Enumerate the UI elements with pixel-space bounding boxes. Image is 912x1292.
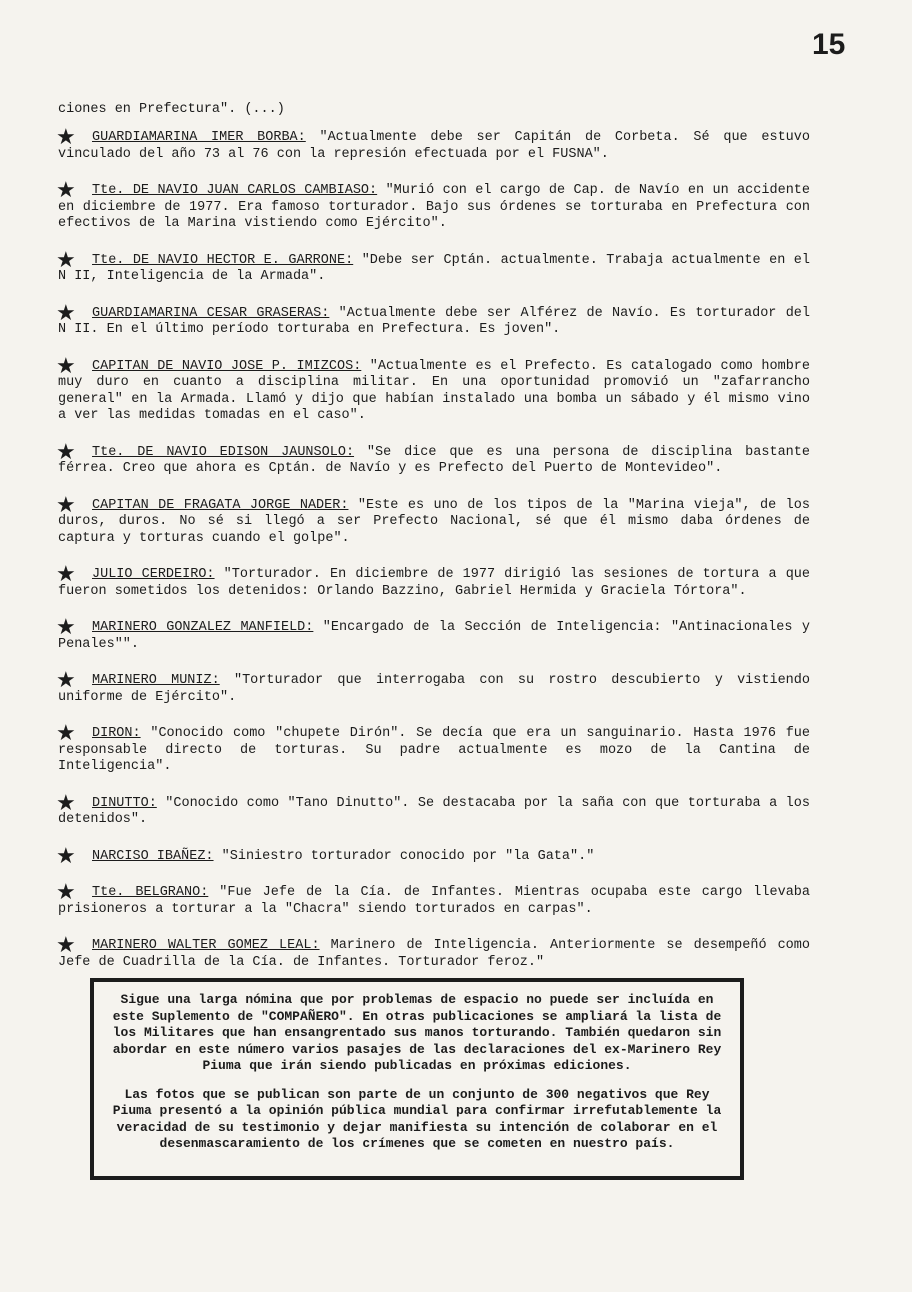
star-icon: ★ (56, 933, 76, 958)
entry-name: DIRON: (92, 726, 141, 741)
entry-name: Tte. DE NAVIO JUAN CARLOS CAMBIASO: (92, 183, 378, 198)
entry-text: "Murió con el cargo de Cap. de Navío en un accidente en diciembre de 1977. Era famoso torturador. Bajo sus órdenes se torturaba en Prefectura con efectivos de la Marina vistiendo como Ejército". (58, 183, 810, 231)
entry-list (56, 125, 811, 991)
entry-text: "Encargado de la Sección de Inteligencia: "Antinacionales y Penales"". (58, 620, 810, 652)
star-icon: ★ (56, 615, 76, 640)
star-icon: ★ (56, 247, 76, 273)
notice-box (90, 978, 744, 1180)
star-icon: ★ (56, 178, 76, 203)
list-item (56, 843, 810, 869)
list-item (56, 721, 810, 776)
notice-paragraph: Sigue una larga nómina que por problemas de espacio no puede ser incluída en este Suplemento de "COMPAÑERO". En otras publicaciones se ampliará la lista de los Militares que han ensangrentado sus manos torturando. También quedaron sin abordar en este número varios pasajes de las declaraciones del ex-Marinero Rey Piuma que irán siendo publicadas en próximas ediciones. (112, 992, 722, 1073)
entry-name: MARINERO MUNIZ: (92, 673, 220, 688)
list-item (56, 439, 810, 478)
list-item (56, 615, 810, 653)
page-number: 15 (812, 28, 846, 61)
list-item (56, 880, 810, 918)
star-icon: ★ (56, 353, 76, 379)
star-icon: ★ (56, 439, 76, 465)
list-item (56, 790, 810, 829)
entry-text: "Actualmente debe ser Alférez de Navío. Es torturador del N II. En el último período torturaba en Prefectura. Es joven". (58, 305, 810, 337)
list-item (56, 668, 810, 706)
list-item (56, 562, 810, 600)
entry-text: "Torturador que interrogaba con su rostro descubierto y vistiendo uniforme de Ejército". (58, 673, 810, 705)
star-icon: ★ (56, 843, 76, 869)
star-icon: ★ (56, 668, 76, 693)
entry-name: CAPITAN DE FRAGATA JORGE NADER: (92, 497, 349, 513)
entry-text: "Siniestro torturador conocido por "la Gata"." (221, 848, 595, 864)
entry-name: Tte. BELGRANO: (92, 885, 209, 900)
star-icon: ★ (56, 125, 76, 150)
entry-text: "Actualmente es el Prefecto. Es catalogado como hombre muy duro en cuanto a disciplina militar. En una oportunidad promovió un "zafarrancho general" en la Armada. Llamó y dijo que habían instalado una bomba un sábado y él mismo vino a ver las medidas tomadas en el caso". (58, 358, 810, 423)
entry-text: "Torturador. En diciembre de 1977 dirigió las sesiones de tortura a que fueron sometidos los detenidos: Orlando Bazzino, Gabriel Hermida y Graciela Tórtora". (58, 567, 810, 599)
entry-text: "Se dice que es una persona de disciplina bastante férrea. Creo que ahora es Cptán. de Navío y es Prefecto del Puerto de Montevideo". (58, 444, 810, 476)
entry-name: CAPITAN DE NAVIO JOSE P. IMIZCOS: (92, 358, 362, 374)
entry-name: MARINERO WALTER GOMEZ LEAL: (92, 938, 320, 953)
star-icon: ★ (56, 562, 76, 587)
entry-text: "Actualmente debe ser Capitán de Corbeta. Sé que estuvo vinculado del año 73 al 76 con la represión efectuada por el FUSNA". (58, 130, 810, 162)
entry-name: MARINERO GONZALEZ MANFIELD: (92, 620, 314, 635)
list-item (56, 125, 810, 163)
star-icon: ★ (56, 790, 76, 816)
list-item (56, 178, 810, 233)
star-icon: ★ (56, 492, 76, 518)
list-item (56, 300, 810, 339)
entry-name: NARCISO IBAÑEZ: (92, 848, 214, 864)
entry-text: "Este es uno de los tipos de la "Marina vieja", de los duros, duros. No sé si llegó a ser Prefecto Nacional, sé que él mismo daba órdenes de captura y torturas cuando el golpe". (58, 497, 810, 546)
entry-name: GUARDIAMARINA CESAR GRASERAS: (92, 305, 330, 321)
entry-text: "Fue Jefe de la Cía. de Infantes. Mientras ocupaba este cargo llevaba prisioneros a torturar a la "Chacra" siendo torturados en carpas". (58, 885, 810, 917)
entry-text: "Debe ser Cptán. actualmente. Trabaja actualmente en el N II, Inteligencia de la Armada". (58, 252, 811, 284)
list-item (56, 353, 810, 425)
entry-text: "Conocido como "Tano Dinutto". Se destacaba por la saña con que torturaba a los detenidos". (58, 795, 810, 827)
list-item (56, 933, 810, 971)
lead-text: ciones en Prefectura". (...) (58, 102, 285, 117)
entry-name: DINUTTO: (92, 795, 157, 811)
entry-text: Marinero de Inteligencia. Anteriormente se desempeñó como Jefe de Cuadrilla de la Cía. de Infantes. Torturador feroz." (58, 938, 810, 970)
star-icon: ★ (56, 300, 76, 326)
entry-text: "Conocido como "chupete Dirón". Se decía que era un sanguinario. Hasta 1976 fue responsable directo de torturas. Su padre actualmente es mozo de la Cantina de Inteligencia". (58, 726, 810, 774)
entry-name: Tte. DE NAVIO EDISON JAUNSOLO: (92, 444, 355, 460)
notice-paragraph: Las fotos que se publican son parte de un conjunto de 300 negativos que Rey Piuma presentó a la opinión pública mundial para confirmar irrefutablemente la veracidad de su testimonio y dejar manifiesta su intención de colaborar en el desenmascaramiento de los crímenes que se cometen en nuestro país. (112, 1086, 722, 1151)
star-icon: ★ (56, 721, 76, 746)
entry-name: JULIO CERDEIRO: (92, 567, 215, 582)
star-icon: ★ (56, 880, 76, 905)
list-item (56, 492, 810, 548)
entry-name: GUARDIAMARINA IMER BORBA: (92, 130, 306, 145)
list-item (56, 247, 811, 286)
entry-name: Tte. DE NAVIO HECTOR E. GARRONE: (92, 252, 354, 268)
